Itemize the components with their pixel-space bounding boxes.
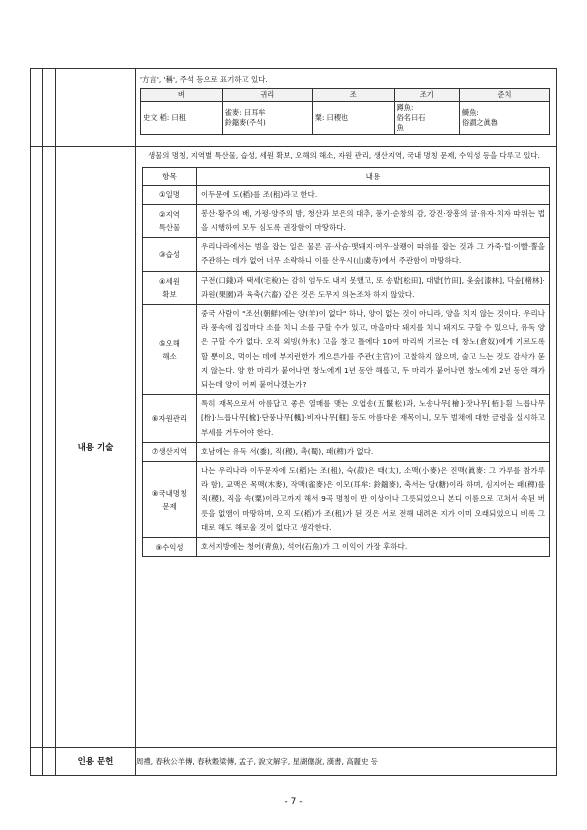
form-table — [30, 68, 557, 776]
dialect-cell-4: 鰣魚: 俗謂之眞魯 — [460, 102, 550, 135]
dialect-cell-1: 雀麥: 曰耳牟 鈴鐺麥(주석) — [222, 102, 312, 135]
row-key: ③습성 — [143, 238, 197, 271]
table-row — [143, 238, 550, 271]
dialect-head-1: 귀리 — [222, 89, 312, 102]
dialect-table — [140, 88, 550, 135]
refs-label: 인용 문헌 — [56, 747, 136, 775]
dialect-cell-3: 蹲魚: 俗名曰石 魚 — [394, 102, 459, 135]
row-key: ④세원 확보 — [143, 271, 197, 304]
table-row — [143, 305, 550, 395]
row-key: ⑥자원관리 — [143, 395, 197, 443]
row-key: ⑨수익성 — [143, 538, 197, 557]
table-row — [143, 395, 550, 443]
table-row — [143, 185, 550, 204]
row-text: 호서지방에는 청어(靑魚), 석어(石魚)가 그 이익이 가장 후하다. — [197, 538, 550, 557]
content-intro: 생물의 명칭, 지역별 특산물, 습성, 세원 확보, 오해의 해소, 자원 관리, 생산지역, 국내 명칭 문제, 수익성 등을 다루고 있다. — [148, 151, 540, 161]
table-row — [143, 538, 550, 557]
row-text: 우리나라에서는 범을 잡는 일은 물론 곰·사슴·멧돼지·여우·살쾡이 따위를 잡는 것과 그 가죽·털·이빨·뿔을 주관하는 데가 없어 너무 소략하니 이를 산우시(山虞寺)에서 주관함이 마땅하다. — [197, 238, 550, 271]
items-header-row — [143, 167, 550, 185]
table-row — [143, 271, 550, 304]
dialect-header-row — [141, 89, 550, 102]
margin-col-a3 — [31, 747, 43, 775]
content-cell — [136, 147, 557, 748]
row-key: ⑤오해 해소 — [143, 305, 197, 395]
margin-col-b — [43, 69, 56, 147]
row-key: ⑧국내명칭 문제 — [143, 462, 197, 538]
continued-intro: '方言', '稱', 주석 등으로 표기하고 있다. — [140, 75, 268, 84]
dialect-body-row — [141, 102, 550, 135]
margin-col-b3 — [43, 747, 56, 775]
row-text: 특히 재목으로서 아름답고 좋은 열매를 맺는 오엽송(五鬣松)과, 노송나무[檜]·잣나무[栢]·흰 느릅나무[枌]·느릅나무[楡]·단풍나무[楓]·비자나무[榧] 등도 아름다운 재목이니, 모두 벌채에 대한 금령을 실시하고 부세를 거두어야 한다. — [197, 395, 550, 443]
items-wrapper — [136, 164, 556, 560]
row-text: 중국 사람이 "조선(朝鮮)에는 양(羊)이 없다" 하나, 양이 없는 것이 아니라, 양을 치지 않는 것이다. 우리나라 풍속에 집집마다 소를 치니 소를 구할 수가 있고, 마을마다 돼지를 치니 돼지도 구할 수 있으나, 유독 양은 구할 수가 없다. 오직 외빙(外氷) 고을 창고 틀에다 10여 마리씩 기르는 데 창노(倉奴)에게 기르도록 할 뿐이요, 먹이는 데에 부지런한가 게으른가를 주관(主官)이 고찰하지 않으며, 술고 느는 것도 감사가 묻지 않는다. 양 한 마리가 붙어나면 창노에게 1년 동안 해롭고, 두 마리가 붙어나면 창노에게 2년 동안 해가 되는데 양이 어찌 붙어나겠는가? — [197, 305, 550, 395]
row-key: ⑦생산지역 — [143, 442, 197, 461]
dialect-head-2: 조 — [312, 89, 394, 102]
margin-col-a — [31, 69, 43, 147]
table-row — [143, 204, 550, 237]
dialect-head-0: 벼 — [141, 89, 223, 102]
row-text: 봉산·황주의 배, 가평·양주의 밤, 청산과 보은의 대추, 풍기·순창의 감, 강진·장흥의 귤·유자·치자 따위는 법을 시행하여 모두 심도록 권장함이 마땅하다. — [197, 204, 550, 237]
content-label: 내용 기술 — [56, 147, 136, 748]
label-cell-empty — [56, 69, 136, 147]
dialect-cell-0: 史文 稻: 曰租 — [141, 102, 223, 135]
continued-cell — [136, 69, 557, 147]
dialect-cell-2: 粟: 曰稷也 — [312, 102, 394, 135]
items-head-content: 내용 — [197, 167, 550, 185]
row-text: 구전(口錢)과 택세(宅稅)는 감히 엄두도 내지 못했고, 또 송밭[松田], 대밭[竹田], 옻숲[漆林], 닥숲[楮林]·과원(果園)과 육축(六畜) 같은 것은 도무지 의논조차 하지 않았다. — [197, 271, 550, 304]
row-text: 나는 우리나라 이두문자에 도(稻)는 조(租), 숙(菽)은 태(太), 소맥(小麥)은 진맥(眞麥: 그 가루를 참가루라 함), 교맥은 목맥(木麥), 작맥(雀麥)은 이모(耳牟: 鈴鐺麥), 축서는 당(糖)이라 하며, 심지어는 패(稗)를 직(稷), 직을 속(粟)이라고까지 해서 9곡 명칭이 반 이상이나 그릇되었으니 본디 이름으로 고쳐서 속된 버릇을 없앰이 마땅하며, 오직 도(稻)가 조(租)가 된 것은 서로 전해 내려온 지가 이미 오래되었으니 비록 그대로 해도 해로울 것이 없다고 생각한다. — [197, 462, 550, 538]
dialect-head-4: 준치 — [460, 89, 550, 102]
row-text: 호남에는 유독 서(黍), 직(稷), 촉(蜀), 패(稗)가 없다. — [197, 442, 550, 461]
margin-col-b2 — [43, 147, 56, 748]
dialect-head-3: 조기 — [394, 89, 459, 102]
items-head-item: 항목 — [143, 167, 197, 185]
table-row — [143, 462, 550, 538]
items-table — [142, 167, 550, 558]
row-key: ①일명 — [143, 185, 197, 204]
page-number: - 7 - — [284, 797, 303, 807]
table-row — [143, 442, 550, 461]
row-key: ②지역 특산물 — [143, 204, 197, 237]
refs-text: 周禮, 春秋公羊傳, 春秋穀梁傳, 孟子, 說文解字, 星湖僿說, 漢書, 高麗史 등 — [136, 747, 557, 775]
row-text: 이두문에 도(稻)를 조(租)라고 한다. — [197, 185, 550, 204]
margin-col-a2 — [31, 147, 43, 748]
